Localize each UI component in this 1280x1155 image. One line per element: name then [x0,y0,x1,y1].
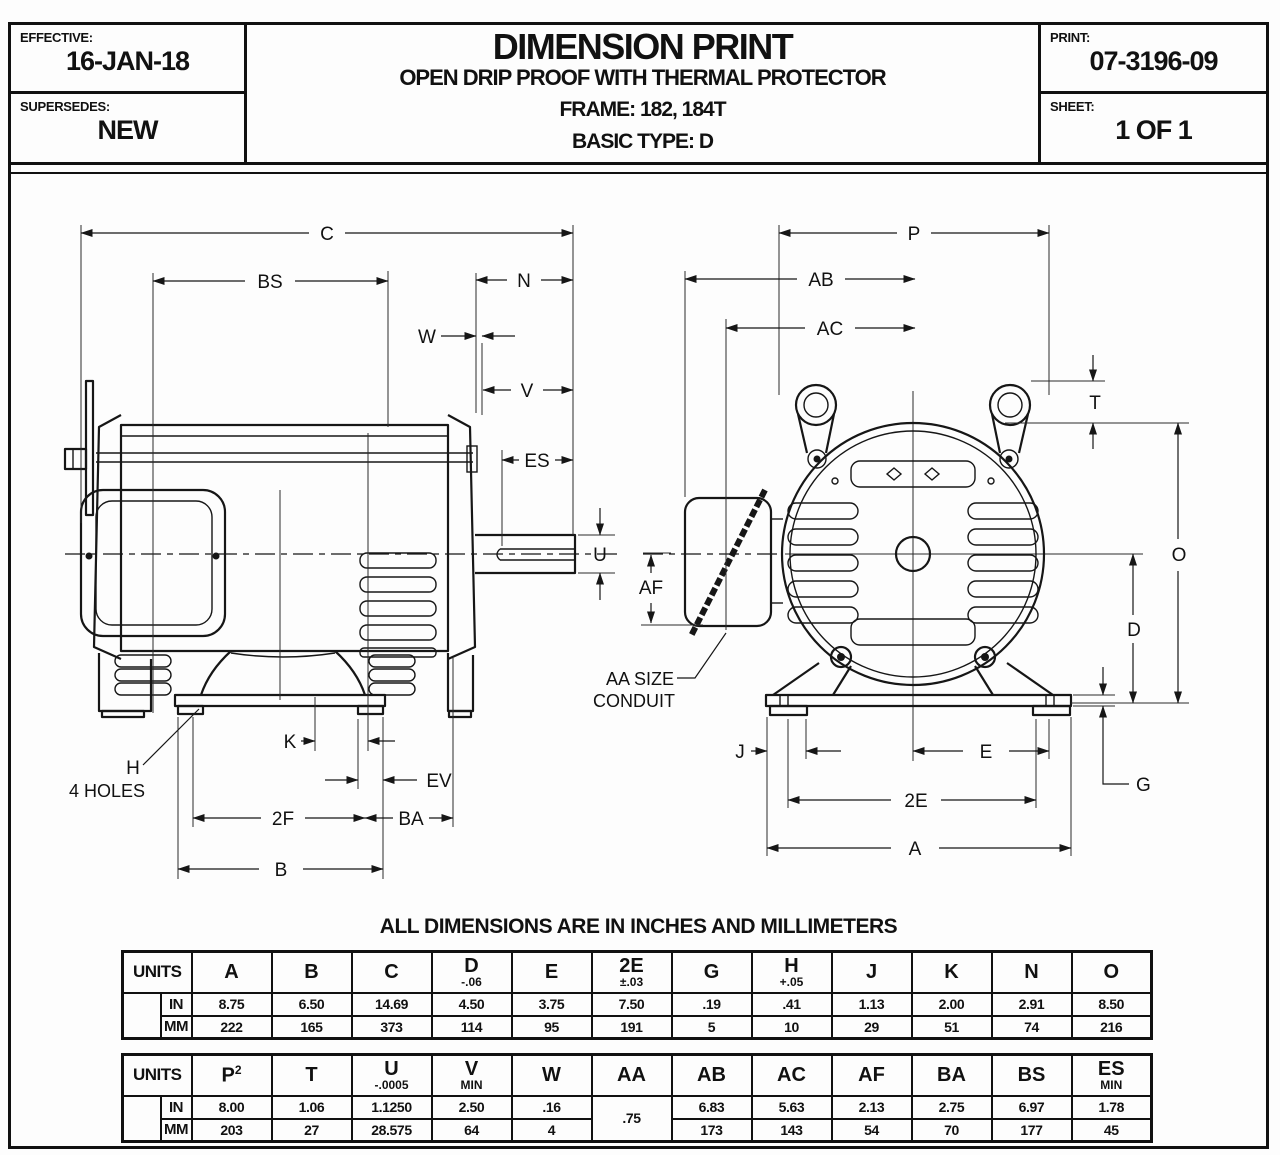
col-header-ba: BA [912,1055,992,1096]
dim-label-e: E [979,742,993,763]
header-rule [11,172,1266,174]
value-o-mm: 216 [1072,1016,1152,1039]
value-a-mm: 222 [192,1016,272,1039]
label-4-holes: 4 HOLES [68,781,146,801]
dim-label-a: A [908,839,922,860]
value-g-in: .19 [672,993,752,1016]
value-b-in: 6.50 [272,993,352,1016]
col-header-p: $P^2$ [192,1055,272,1096]
base-ribs [115,655,415,695]
value-j-mm: 29 [832,1016,912,1039]
value-d-in: 4.50 [432,993,512,1016]
dim-label-ac: AC [816,319,844,340]
value-bs-in: 6.97 [992,1096,1072,1119]
value-d-mm: 114 [432,1016,512,1039]
value-h-mm: 10 [752,1016,832,1039]
col-header-e: E [512,952,592,993]
col-header-g: G [672,952,752,993]
units-spacer [123,993,161,1039]
right-foot-block [448,653,473,711]
value-ba-in: 2.75 [912,1096,992,1119]
dim-label-ba: BA [398,809,424,830]
side-extension-lines [81,225,615,879]
units-header-2: UNITS [123,1055,192,1096]
title-block-left [11,25,247,162]
print-label: PRINT: [1050,30,1091,45]
end-view [593,224,1189,860]
bolt-detail [65,449,86,469]
print-value: 07-3196-09 [1089,46,1218,76]
dim-label-ab: AB [808,270,834,291]
value-ba-mm: 70 [912,1119,992,1142]
table1-inch-row [123,993,1152,1016]
motor-body [121,425,448,651]
motor-drawing [11,175,1272,913]
dim-label-v: V [520,381,534,402]
left-foot-block [99,653,151,711]
effective-label: EFFECTIVE: [20,30,93,45]
sheet-cell [1041,94,1266,163]
value-h-in: .41 [752,993,832,1016]
value-k-in: 2.00 [912,993,992,1016]
base-plate-end [766,695,1071,706]
value-c-mm: 373 [352,1016,432,1039]
dim-label-n: N [517,271,531,292]
col-header-a: A [192,952,272,993]
col-header-d: D -.06 [432,952,512,993]
col-header-2e: 2E ±.03 [592,952,672,993]
col-header-o: O [1072,952,1152,993]
end-dimension-lines [651,233,1178,848]
side-vent-slots [360,553,436,657]
dim-label-b: B [274,860,288,881]
table1-wrap [121,950,1153,1040]
title-block-center [247,25,1038,162]
value-ac-in: 5.63 [752,1096,832,1119]
value-p-in: 8.00 [192,1096,272,1119]
value-ab-in: 6.83 [672,1096,752,1119]
col-header-w: W [512,1055,592,1096]
dim-label-h: H [126,758,140,779]
side-dimension-lines [81,233,600,869]
dim-label-p: P [907,224,921,245]
value-e-mm: 95 [512,1016,592,1039]
value-b-mm: 165 [272,1016,352,1039]
supersedes-cell [11,94,244,163]
value-2e-in: 7.50 [592,993,672,1016]
value-w-mm: 4 [512,1119,592,1142]
col-header-c: C [352,952,432,993]
dim-label-af: AF [638,578,664,599]
col-header-j: J [832,952,912,993]
dimension-table-2 [121,1053,1153,1143]
sheet-label: SHEET: [1050,99,1095,114]
dim-label-j: J [735,742,745,763]
sheet-border [8,22,1269,1149]
mm-row-label-2: MM [161,1119,192,1142]
dim-label-u: U [593,545,607,566]
title-block [11,25,1266,165]
value-o-in: 8.50 [1072,993,1152,1016]
page-subtitle: OPEN DRIP PROOF WITH THERMAL PROTECTOR [399,64,886,90]
value-p-mm: 203 [192,1119,272,1142]
dim-label-2f: 2F [271,809,295,830]
value-v-mm: 64 [432,1119,512,1142]
label-aa-size: AA SIZE [605,669,675,689]
table1-header-row [123,952,1152,993]
conduit-cover-diagonal [691,490,765,636]
frame-line: FRAME: 182, 184T [559,97,726,121]
value-es-in: 1.78 [1072,1096,1152,1119]
supersedes-value: NEW [97,115,158,145]
table2-header-row [123,1055,1152,1096]
col-header-ab: AB [672,1055,752,1096]
effective-value: 16-JAN-18 [65,46,190,76]
table2-wrap [121,1053,1153,1143]
value-u-in: 1.1250 [352,1096,432,1119]
dim-label-bs: BS [257,272,283,293]
title-block-right [1038,25,1266,162]
col-header-af: AF [832,1055,912,1096]
dim-label-o: O [1171,545,1187,566]
effective-cell [11,25,244,94]
value-t-mm: 27 [272,1119,352,1142]
value-af-in: 2.13 [832,1096,912,1119]
value-k-mm: 51 [912,1016,992,1039]
dimensions-caption: ALL DIMENSIONS ARE IN INCHES AND MILLIMETERS [379,915,898,938]
left-end-bell [94,415,121,659]
col-header-k: K [912,952,992,993]
value-t-in: 1.06 [272,1096,352,1119]
dimension-table-1 [121,950,1153,1040]
dim-label-w: W [418,327,436,348]
side-view [65,224,621,881]
value-v-in: 2.50 [432,1096,512,1119]
value-e-in: 3.75 [512,993,592,1016]
value-aa: .75 [592,1096,672,1142]
col-header-b: B [272,952,352,993]
label-conduit: CONDUIT [593,691,675,711]
value-ab-mm: 173 [672,1119,752,1142]
col-header-aa: AA [592,1055,672,1096]
mm-row-label: MM [161,1016,192,1039]
page-title: DIMENSION PRINT [492,26,793,67]
table2-inch-row [123,1096,1152,1119]
col-header-es: ES MIN [1072,1055,1152,1096]
basic-type-line: BASIC TYPE: D [571,129,713,153]
value-bs-mm: 177 [992,1119,1072,1142]
sheet-value: 1 OF 1 [1115,115,1192,145]
dim-label-d: D [1127,620,1141,641]
in-row-label: IN [161,993,192,1016]
units-header: UNITS [123,952,192,993]
dim-label-g: G [1136,775,1151,796]
col-header-u: U -.0005 [352,1055,432,1096]
value-u-mm: 28.575 [352,1119,432,1142]
col-header-bs: BS [992,1055,1072,1096]
dim-label-es: ES [524,451,550,472]
foot-curve-left [201,651,231,695]
foot-curve-right [335,651,365,695]
value-j-in: 1.13 [832,993,912,1016]
value-c-in: 14.69 [352,993,432,1016]
col-header-h: H +.05 [752,952,832,993]
value-es-mm: 45 [1072,1119,1152,1142]
dim-label-k: K [283,732,297,753]
aa-leader [677,633,726,678]
dim-label-2e: 2E [904,791,928,812]
value-a-in: 8.75 [192,993,272,1016]
col-header-v: V MIN [432,1055,512,1096]
h-leader [143,709,199,765]
dim-label-ev: EV [426,771,452,792]
value-ac-mm: 143 [752,1119,832,1142]
dim-label-t: T [1089,393,1101,414]
value-af-mm: 54 [832,1119,912,1142]
col-header-ac: AC [752,1055,832,1096]
value-n-mm: 74 [992,1016,1072,1039]
value-w-in: .16 [512,1096,592,1119]
value-g-mm: 5 [672,1016,752,1039]
supersedes-label: SUPERSEDES: [20,99,110,114]
units-spacer-2 [123,1096,161,1142]
value-n-in: 2.91 [992,993,1072,1016]
value-2e-mm: 191 [592,1016,672,1039]
print-cell [1041,25,1266,94]
dim-label-c: C [320,224,334,245]
col-header-n: N [992,952,1072,993]
table1-mm-row [123,1016,1152,1039]
right-end-bell [448,415,475,659]
in-row-label-2: IN [161,1096,192,1119]
col-header-t: T [272,1055,352,1096]
